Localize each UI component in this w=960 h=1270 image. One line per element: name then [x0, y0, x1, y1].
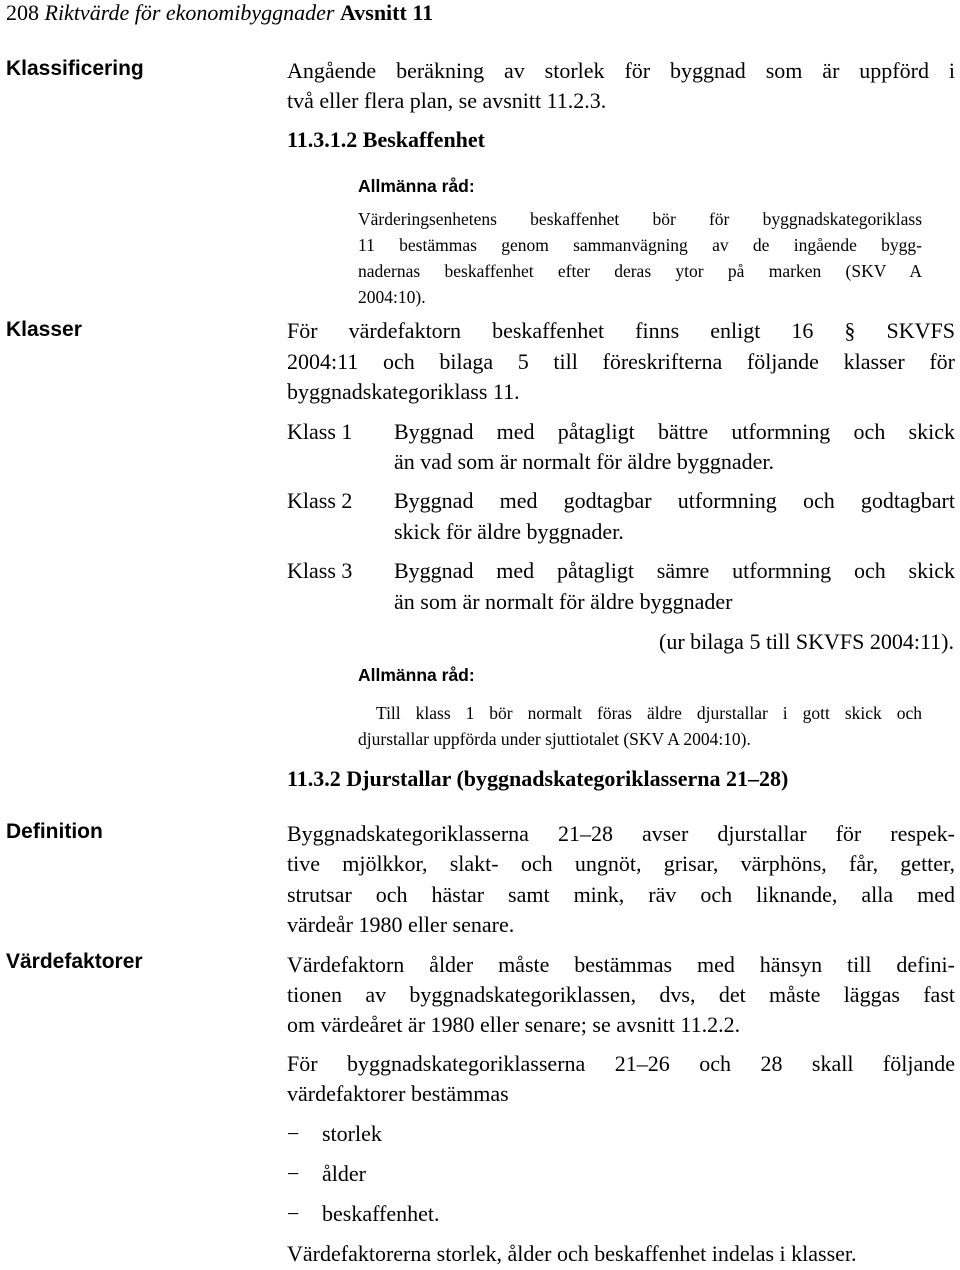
margin-label-definition: Definition	[6, 820, 103, 843]
definition-line-4: värdeår 1980 eller senare.	[287, 912, 515, 937]
margin-label-klassificering: Klassificering	[6, 57, 144, 80]
class-3-line-1: Byggnad med påtagligt sämre utformning och skick	[394, 558, 955, 583]
class-1-line-2: än vad som är normalt för äldre byggnader.	[394, 449, 774, 474]
page-header	[6, 0, 433, 28]
class-1-line-1: Byggnad med påtagligt bättre utformning och skick	[394, 419, 955, 444]
margin-label-vardefaktorer: Värdefaktorer	[6, 950, 143, 973]
klasser-line-1: För värdefaktorn beskaffenhet finns enligt 16 § SKVFS	[287, 318, 955, 343]
klasser-line-3: byggnadskategoriklass 11.	[287, 379, 520, 404]
page-number: 208	[6, 0, 39, 25]
klassificering-line-2: två eller flera plan, se avsnitt 11.2.3.	[287, 88, 607, 113]
advice-line-4: 2004:10).	[358, 287, 426, 307]
class-3-label: Klass 3	[287, 558, 353, 583]
list-item-alder: − ålder	[322, 1159, 366, 1189]
classes-source: (ur bilaga 5 till SKVFS 2004:11).	[659, 629, 954, 654]
header-title: Riktvärde för ekonomibyggnader	[44, 0, 335, 25]
list-item-storlek: − storlek	[322, 1119, 382, 1149]
margin-label-klasser: Klasser	[6, 318, 82, 341]
allmanna-rad-label-1: Allmänna råd:	[358, 176, 475, 196]
vardefaktorer-p2-line-2: värdefaktorer bestämmas	[287, 1081, 509, 1106]
class-1-label: Klass 1	[287, 419, 353, 444]
klasser-line-2: 2004:11 och bilaga 5 till föreskrifterna följande klasser för	[287, 349, 955, 374]
class-2-line-2: skick för äldre byggnader.	[394, 519, 624, 544]
advice-2-line-1: Till klass 1 bör normalt föras äldre djurstallar i gott skick och	[376, 703, 922, 723]
definition-line-3: strutsar och hästar samt mink, räv och liknande, alla med	[287, 882, 955, 907]
advice-2-line-2: djurstallar uppförda under sjuttiotalet (SKV A 2004:10).	[358, 729, 751, 749]
vardefaktorer-p1-line-2: tionen av byggnadskategoriklassen, dvs, det måste läggas fast	[287, 982, 955, 1007]
class-2-label: Klass 2	[287, 488, 353, 513]
vardefaktorer-p2-line-1: För byggnadskategoriklasserna 21–26 och 28 skall följande	[287, 1051, 955, 1076]
advice-line-2: 11 bestämmas genom sammanvägning av de ingående bygg-	[358, 235, 922, 255]
list-item-beskaffenhet: − beskaffenhet.	[322, 1199, 440, 1229]
advice-line-3: nadernas beskaffenhet efter deras ytor på marken (SKV A	[358, 261, 922, 281]
class-3-line-2: än som är normalt för äldre byggnader	[394, 589, 733, 614]
definition-line-1: Byggnadskategoriklasserna 21–28 avser djurstallar för respek-	[287, 821, 955, 846]
header-section: Avsnitt 11	[340, 0, 434, 25]
section-heading-djurstallar: 11.3.2 Djurstallar (byggnadskategoriklasserna 21–28)	[287, 766, 789, 791]
class-2-line-1: Byggnad med godtagbar utformning och godtagbart	[394, 488, 955, 513]
klassificering-line-1: Angående beräkning av storlek för byggnad som är uppförd i	[287, 58, 955, 83]
vardefaktorer-p1-line-3: om värdeåret är 1980 eller senare; se avsnitt 11.2.2.	[287, 1012, 741, 1037]
definition-line-2: tive mjölkkor, slakt- och ungnöt, grisar, värphöns, får, getter,	[287, 851, 955, 876]
allmanna-rad-label-2: Allmänna råd:	[358, 665, 475, 685]
advice-line-1: Värderingsenhetens beskaffenhet bör för byggnadskategoriklass	[358, 209, 922, 229]
section-heading-beskaffenhet: 11.3.1.2 Beskaffenhet	[287, 127, 485, 152]
vardefaktorer-p1-line-1: Värdefaktorn ålder måste bestämmas med hänsyn till defini-	[287, 952, 955, 977]
vardefaktorer-closing: Värdefaktorerna storlek, ålder och beskaffenhet indelas i klasser.	[287, 1241, 857, 1266]
